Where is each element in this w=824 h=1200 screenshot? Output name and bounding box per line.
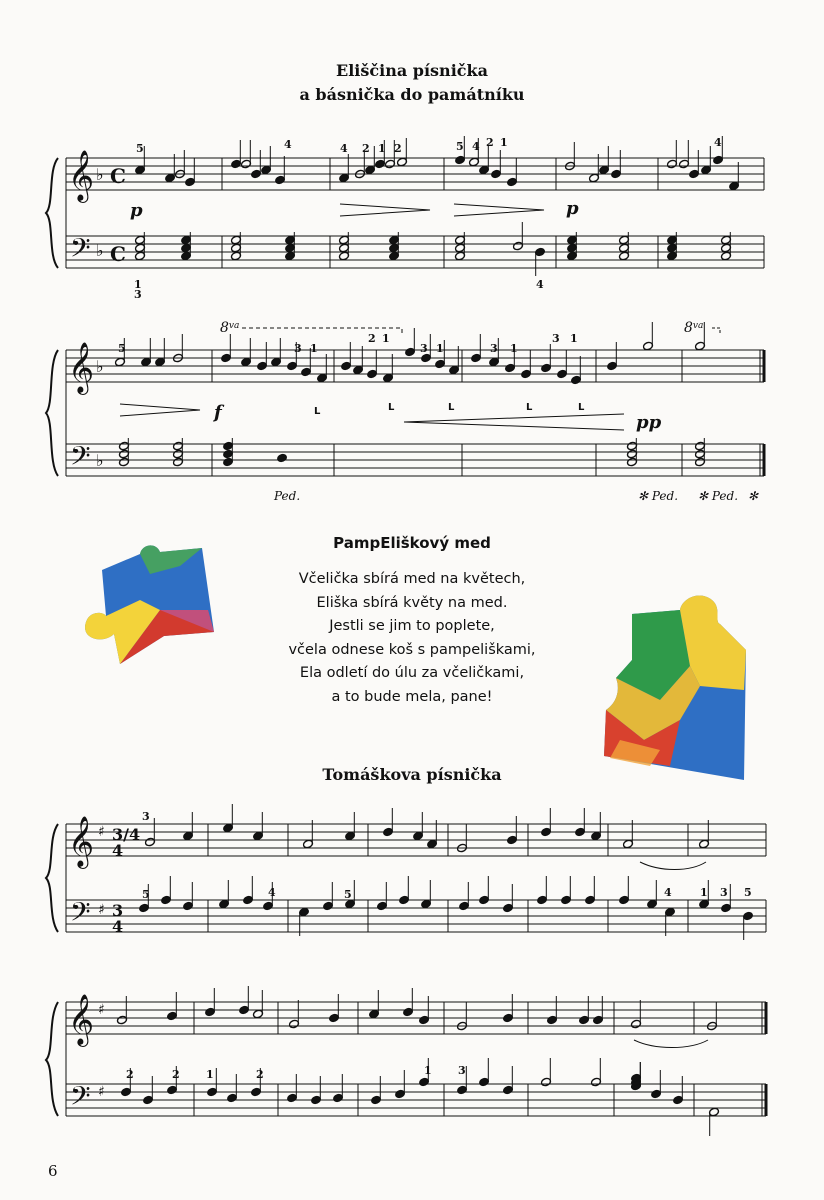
svg-text:L: L: [526, 402, 533, 413]
fingering-number: 4: [284, 138, 292, 151]
fingering-number: 5: [456, 140, 464, 153]
page-number: 6: [48, 1162, 58, 1180]
svg-text:L: L: [388, 402, 395, 413]
svg-text:L: L: [314, 406, 321, 417]
svg-text:𝄞: 𝄞: [68, 150, 95, 201]
svg-text:L: L: [448, 402, 455, 413]
svg-text:♭: ♭: [96, 451, 104, 470]
svg-text:Ped.: Ped.: [274, 489, 301, 503]
fingering-number: 4: [536, 278, 544, 291]
song2-title: Tomáškova písnička: [322, 765, 502, 784]
svg-text:𝄢: 𝄢: [70, 1080, 91, 1118]
fingering-number: 5: [142, 888, 150, 901]
svg-text:𝄢: 𝄢: [70, 896, 91, 934]
fingering-number: 2: [362, 142, 370, 155]
svg-text:3: 3: [112, 901, 124, 920]
time-signature-top: 3/4: [112, 825, 141, 844]
poem-line: Ela odletí do úlu za včeličkami,: [299, 665, 525, 681]
fingering-number: 1: [570, 332, 578, 345]
fingering-number: 4: [472, 140, 480, 153]
fingering-number: 3: [294, 342, 302, 355]
poem-text: [0, 568, 824, 709]
poem-line: a to bude mela, pane!: [331, 688, 493, 705]
fingering-number: 3: [552, 332, 560, 345]
fingering-number: 3: [490, 342, 498, 355]
svg-text:✻ Ped.: ✻ Ped.: [638, 489, 679, 503]
svg-text:𝄢: 𝄢: [70, 232, 91, 270]
poem-line: včela odnese koš s pampeliškami,: [288, 641, 536, 658]
svg-text:♯: ♯: [98, 1084, 105, 1100]
fingering-number: 2: [486, 136, 494, 149]
fingering-number: 2: [256, 1068, 264, 1081]
fingering-number: 1: [310, 342, 318, 355]
fingering-number: 5: [344, 888, 352, 901]
svg-text:𝄢: 𝄢: [70, 440, 91, 478]
fingering-number: 3: [142, 810, 150, 823]
fingering-number: 3: [720, 886, 728, 899]
svg-text:♭: ♭: [96, 241, 104, 260]
system-2: [46, 328, 764, 476]
svg-text:f: f: [214, 402, 222, 423]
fingering-number: 2: [172, 1068, 180, 1081]
svg-text:p: p: [130, 200, 143, 221]
svg-text:✻: ✻: [748, 489, 759, 503]
fingering-number: 2: [126, 1068, 134, 1081]
svg-text:4: 4: [112, 917, 124, 936]
fingering-number: 2: [394, 142, 402, 155]
svg-text:L: L: [578, 402, 585, 413]
svg-text:♭: ♭: [96, 357, 104, 376]
poem-line: Eliška sbírá květy na med.: [316, 594, 508, 611]
system-1: [46, 158, 764, 268]
fingering-number: 3: [458, 1064, 466, 1077]
fingering-number: 1: [510, 342, 518, 355]
fingering-number: 1: [134, 278, 142, 291]
fingering-number: 4: [664, 886, 672, 899]
svg-text:8va: $8^{va}$: [220, 320, 240, 336]
fingering-number: 1: [378, 142, 386, 155]
svg-text:C: C: [110, 164, 126, 188]
svg-text:8va: $8^{va}$: [684, 320, 704, 336]
fingering-number: 1: [206, 1068, 214, 1081]
fingering-number: 3: [420, 342, 428, 355]
song1-title-line2: a básnička do památníku: [299, 85, 525, 104]
fingering-number: 4: [268, 886, 276, 899]
svg-text:C: C: [110, 242, 126, 266]
fingering-number: 3: [134, 288, 142, 301]
svg-text:𝄞: 𝄞: [68, 342, 95, 393]
fingering-number: 1: [382, 332, 390, 345]
fingering-number: 5: [744, 886, 752, 899]
svg-text:♯: ♯: [98, 824, 105, 840]
svg-text:4: 4: [112, 841, 124, 860]
fingering-number: 1: [424, 1064, 432, 1077]
poem-title: PampEliškový med: [333, 534, 491, 552]
fingering-number: 1: [436, 342, 444, 355]
svg-text:✻ Ped.: ✻ Ped.: [698, 489, 739, 503]
fingering-number: 1: [500, 136, 508, 149]
poem-line: Jestli se jim to poplete,: [329, 618, 495, 634]
note-head: [277, 453, 288, 463]
svg-text:p: p: [566, 198, 579, 219]
system-4: [46, 1002, 766, 1116]
svg-text:♯: ♯: [98, 1002, 105, 1018]
fingering-number: 5: [118, 342, 126, 355]
svg-text:𝄞: 𝄞: [68, 816, 95, 867]
poem-line: Včelička sbírá med na květech,: [298, 571, 526, 587]
song1-title-line1: Eliščina písnička: [336, 61, 488, 80]
fingering-number: 4: [714, 136, 722, 149]
svg-text:pp: pp: [636, 412, 662, 433]
fingering-number: 1: [700, 886, 708, 899]
svg-text:𝄞: 𝄞: [68, 994, 95, 1045]
svg-text:♯: ♯: [98, 902, 105, 918]
fingering-number: 5: [136, 142, 144, 155]
svg-text:♭: ♭: [96, 165, 104, 184]
fingering-number: 2: [368, 332, 376, 345]
fingering-number: 4: [340, 142, 348, 155]
